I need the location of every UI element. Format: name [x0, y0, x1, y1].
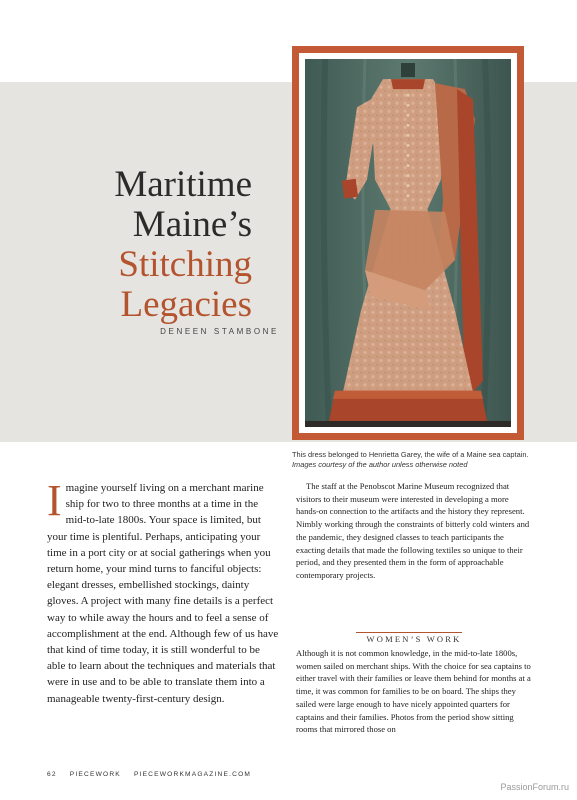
- dress-photo: [299, 53, 517, 433]
- page-number: 62: [47, 771, 57, 778]
- author-byline: DENEEN STAMBONE: [160, 327, 279, 336]
- watermark: PassionForum.ru: [500, 782, 569, 792]
- dress-photo-frame: [292, 46, 524, 440]
- magazine-name: PIECEWORK: [69, 771, 121, 778]
- intro-paragraph: magine yourself living on a merchant marine ship for two to three months at a time in the mid-to-late 1800s. Your space is limited, but your time is plentiful. Perhaps, anticipating your time in a port city or at social gatherings when you return home, your mind turns to fanciful objects: elegant dresses, embellished stockings, dainty gloves. A project with many fine details is a perfect way to while away the hours and to feel a sense of accomplishment at the end. Although few of us have that kind of time today, it is still wonderful to be able to learn about the techniques and materials that were in use and to be able to translate them into a manageable twenty-first-century design.: [47, 482, 279, 705]
- title-line-1: Maritime: [114, 164, 252, 205]
- title-line-4: Legacies: [120, 284, 252, 325]
- title-line-3: Stitching: [118, 244, 252, 285]
- dress-illustration: [305, 59, 511, 427]
- page-footer: [47, 771, 261, 778]
- caption-text: This dress belonged to Henrietta Garey, the wife of a Maine sea captain.: [292, 450, 529, 459]
- body-column-right-top: [296, 480, 532, 582]
- article-title: [114, 165, 252, 325]
- body-column-left: [47, 476, 279, 707]
- section-divider: [356, 632, 462, 633]
- title-line-2: Maine’s: [132, 204, 252, 245]
- section-heading: WOMEN’S WORK: [366, 634, 462, 644]
- drop-cap: I: [47, 476, 62, 525]
- magazine-website: PIECEWORKMAGAZINE.COM: [133, 771, 252, 778]
- womens-work-paragraph: Although it is not common knowledge, in the mid-to-late 1800s, women sailed on merchant ships. With the choice for sea captains to either travel with their families or leave them behind for months at a time, it was common for families to be on board. The ships they sailed were large enough to have nicely appointed quarters for captains and their families. Photos from the period show sitting rooms that mirrored those on: [296, 648, 531, 735]
- photo-credit: Images courtesy of the author unless otherwise noted: [292, 460, 468, 469]
- photo-caption: [292, 450, 532, 470]
- body-column-right-bottom: [296, 647, 532, 736]
- museum-paragraph: The staff at the Penobscot Marine Museum recognized that visitors to their museum were interested in developing a more hands-on connection to the artifacts and the history they represent. Nimbly working through the constraints of bitterly cold winters and the pandemic, they designed classes to teach participants the exacting details that made the following textiles so unique to their period, and they presented them in the form of approachable contemporary projects.: [296, 481, 530, 580]
